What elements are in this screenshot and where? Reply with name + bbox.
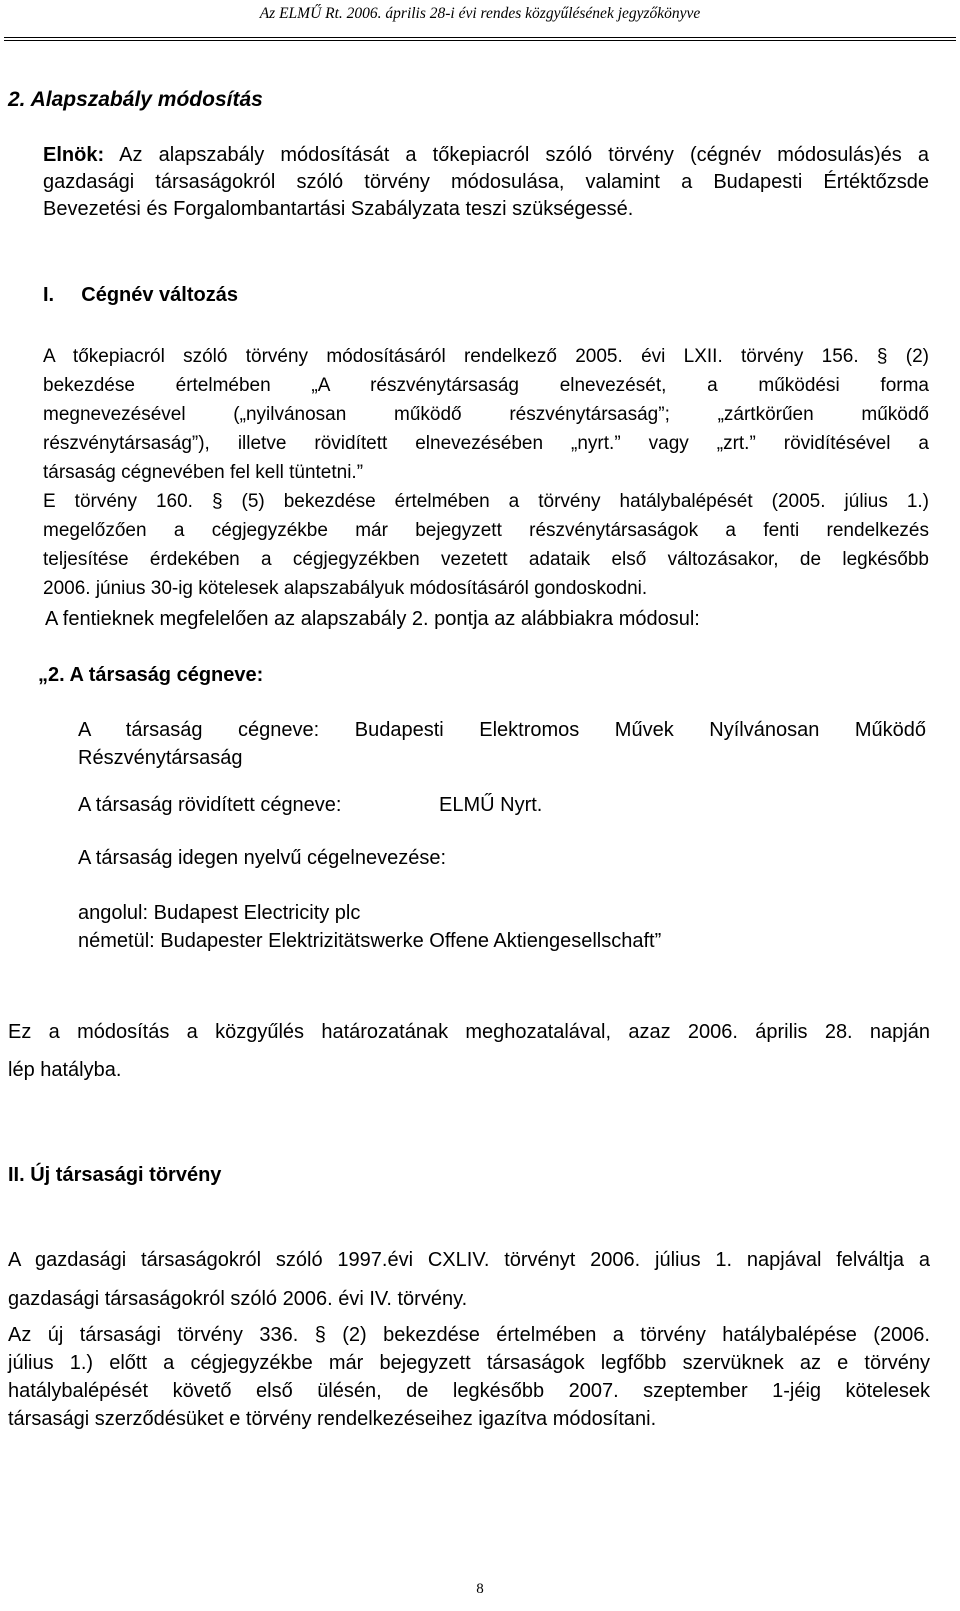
part1-heading-number: I.	[43, 284, 55, 306]
company-name-label: A társaság cégneve:	[78, 719, 320, 741]
effect-line: lép hatályba.	[8, 1059, 122, 1081]
part1-line: teljesítése érdekében a cégjegyzékben vezetett adataik első változásakor, de legkésőbb	[43, 549, 929, 570]
part1-heading-text: Cégnév változás	[81, 284, 238, 306]
page-number: 8	[476, 1581, 484, 1597]
intro-line: Bevezetési és Forgalombantartási Szabályzata teszi szükségessé.	[43, 198, 634, 220]
part2-heading: II. Új társasági törvény	[8, 1164, 222, 1186]
header-title: Az ELMŰ Rt. 2006. április 28-i évi rendes közgyűlésének jegyzőkönyve	[259, 5, 701, 22]
short-name-value: ELMŰ Nyrt.	[439, 794, 543, 816]
part2-paragraph-2	[8, 1321, 930, 1433]
page-header	[8, 0, 952, 40]
part2-paragraph-1	[8, 1241, 930, 1319]
effect-line: Ez a módosítás a közgyűlés határozatának meghozatalával, azaz 2006. április 28. napján	[8, 1021, 930, 1043]
part1-paragraph	[43, 342, 929, 603]
part1-line: E törvény 160. § (5) bekezdése értelmében a törvény hatálybalépését (2005. július 1.)	[43, 491, 929, 512]
part2-line: hatálybalépését követő első ülésén, de legkésőbb 2007. szeptember 1-jéig kötelesek	[8, 1380, 930, 1402]
intro-paragraph	[43, 142, 929, 223]
part2-line: A gazdasági társaságokról szóló 1997.évi CXLIV. törvényt 2006. július 1. napjával felváltja a	[8, 1249, 930, 1271]
german-name: németül: Budapester Elektrizitätswerke Offene Aktiengesellschaft”	[78, 930, 662, 952]
speaker-label: Elnök:	[43, 144, 105, 166]
company-name-value-cont: Részvénytársaság	[78, 747, 243, 769]
part1-line: bekezdése értelmében „A részvénytársaság elnevezését, a működési forma	[43, 375, 929, 396]
foreign-name-label: A társaság idegen nyelvű cégelnevezése:	[78, 847, 447, 869]
part1-heading	[43, 284, 238, 307]
part2-line: július 1.) előtt a cégjegyzékbe már bejegyzett társaságok legfőbb szervüknek az e törvény	[8, 1352, 930, 1374]
company-name-block	[78, 716, 926, 772]
part2-line: társasági szerződésüket e törvény rendelkezéseihez igazítva módosítani.	[8, 1408, 657, 1430]
quote-heading: „2. A társaság cégneve:	[38, 664, 264, 686]
part2-line: gazdasági társaságokról szóló 2006. évi IV. törvény.	[8, 1288, 468, 1310]
part1-line: megelőzően a cégjegyzékbe már bejegyzett részvénytársaságok a fenti rendelkezés	[43, 520, 929, 541]
company-name-value: Budapesti Elektromos Művek Nyílvánosan Működő	[354, 719, 927, 741]
english-name: angolul: Budapest Electricity plc	[78, 902, 361, 924]
header-rule	[4, 37, 956, 41]
short-name-label: A társaság rövidített cégneve:	[78, 794, 342, 816]
part1-line: 2006. június 30-ig kötelesek alapszabályuk módosításáról gondoskodni.	[43, 578, 648, 599]
foreign-names	[78, 899, 661, 955]
part1-line: részvénytársaság”), illetve rövidített elnevezésében „nyrt.” vagy „zrt.” rövidítésével a	[43, 433, 929, 454]
part1-line: A tőkepiacról szóló törvény módosításáról rendelkező 2005. évi LXII. törvény 156. § (2)	[43, 346, 929, 367]
intro-line: Az alapszabály módosítását a tőkepiacról szóló törvény (cégnév módosulás)és a	[119, 144, 929, 166]
amend-intro: A fentieknek megfelelően az alapszabály 2. pontja az alábbiakra módosul:	[45, 608, 700, 630]
part1-line: megnevezésével („nyilvánosan működő részvénytársaság”; „zártkörűen működő	[43, 404, 929, 425]
part2-line: Az új társasági törvény 336. § (2) bekezdése értelmében a törvény hatálybalépése (2006.	[8, 1324, 930, 1346]
intro-line: gazdasági társaságokról szóló törvény módosulása, valamint a Budapesti Értéktőzsde	[43, 171, 929, 193]
part1-line: társaság cégnevében fel kell tüntetni.”	[43, 462, 364, 483]
section-title: 2. Alapszabály módosítás	[8, 88, 263, 111]
effective-date-paragraph	[8, 1013, 930, 1089]
